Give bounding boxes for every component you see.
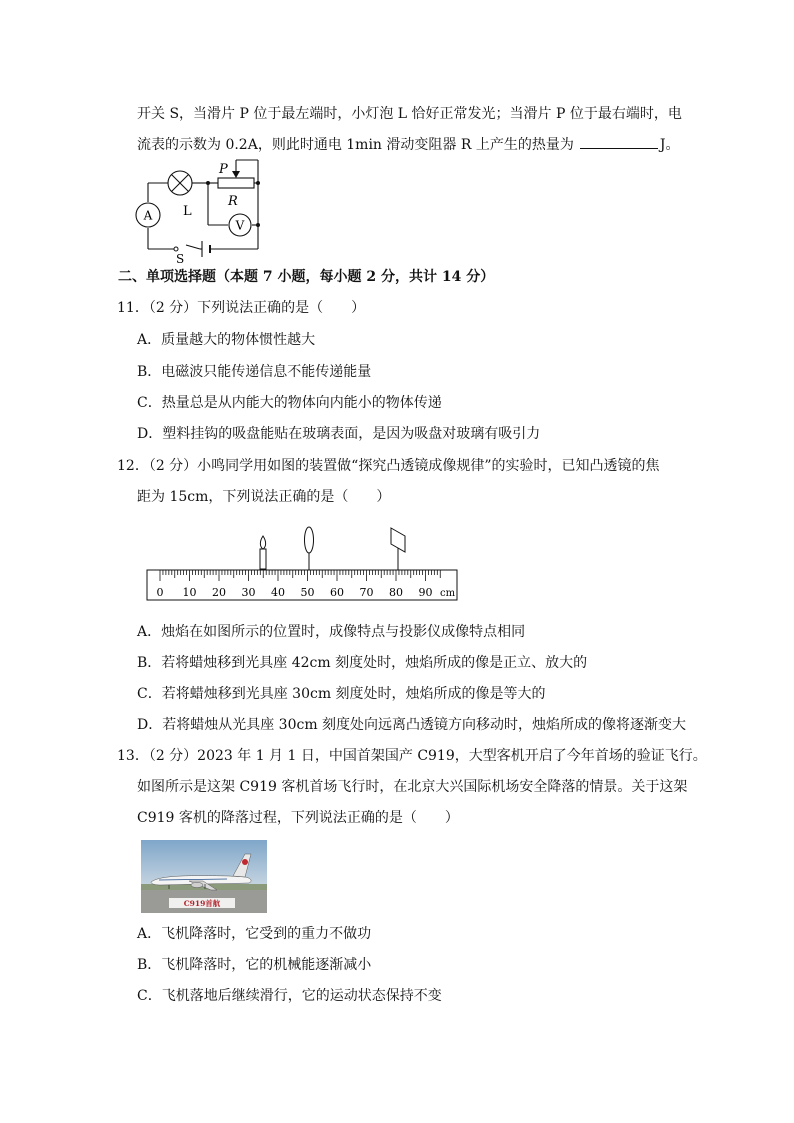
- slider-label: P: [219, 162, 228, 177]
- q11-option-a[interactable]: A．质量越大的物体惯性越大: [137, 332, 316, 348]
- intro-line-2-unit: J。: [659, 137, 680, 153]
- rheostat-label: R: [228, 194, 238, 209]
- q13-option-b[interactable]: B．飞机降落时，它的机械能逐渐减小: [137, 957, 372, 973]
- voltmeter-label: V: [235, 218, 245, 233]
- q13-option-c[interactable]: C．飞机落地后继续滑行，它的运动状态保持不变: [137, 988, 442, 1004]
- ruler-tick-label: 90: [418, 586, 433, 599]
- ruler-unit: cm: [440, 588, 456, 599]
- intro-line-2-text: 流表的示数为 0.2A，则此时通电 1min 滑动变阻器 R 上产生的热量为: [137, 137, 574, 153]
- q11-option-d[interactable]: D．塑料挂钩的吸盘能贴在玻璃表面，是因为吸盘对玻璃有吸引力: [137, 426, 541, 442]
- circuit-diagram: [128, 155, 268, 265]
- ruler-tick-label: 70: [359, 586, 374, 599]
- q11-option-b[interactable]: B．电磁波只能传递信息不能传递能量: [137, 364, 372, 380]
- q13-stem-line-1: 13．（2 分）2023 年 1 月 1 日，中国首架国产 C919，大型客机开启了今年首场的验证飞行。: [117, 748, 707, 764]
- q13-stem-line-3: C919 客机的降落过程，下列说法正确的是（ ）: [137, 810, 459, 826]
- c919-photo: [141, 840, 267, 913]
- ruler-tick-label: 60: [330, 586, 344, 599]
- intro-line-1: 开关 S，当滑片 P 位于最左端时，小灯泡 L 恰好正常发光；当滑片 P 位于最右端时，电: [137, 106, 682, 122]
- convex-lens: [305, 527, 314, 572]
- q12-stem-line-2: 距为 15cm，下列说法正确的是（ ）: [137, 489, 391, 505]
- answer-blank[interactable]: [580, 134, 658, 149]
- candle: [260, 536, 266, 572]
- optical-bench-diagram: [140, 520, 465, 605]
- q12-option-d[interactable]: D．若将蜡烛从光具座 30cm 刻度处向远离凸透镜方向移动时，烛焰所成的像将逐渐变大: [137, 717, 687, 733]
- q13-stem-line-2: 如图所示是这架 C919 客机首场飞行时，在北京大兴国际机场安全降落的情景。关于这架: [137, 779, 688, 795]
- rheostat-symbol: [218, 178, 254, 188]
- ruler-tick-label: 50: [300, 586, 315, 599]
- q12-option-c[interactable]: C．若将蜡烛移到光具座 30cm 刻度处时，烛焰所成的像是等大的: [137, 686, 546, 702]
- q13-option-a[interactable]: A．飞机降落时，它受到的重力不做功: [137, 926, 372, 942]
- photo-caption: C919首航: [183, 899, 221, 908]
- ruler-tick-label: 10: [182, 586, 197, 599]
- section-title: 二、单项选择题（本题 7 小题，每小题 2 分，共计 14 分）: [118, 269, 495, 285]
- q11-stem: 11．（2 分）下列说法正确的是（ ）: [117, 300, 366, 316]
- switch-label: S: [176, 252, 185, 265]
- ruler-tick-label: 80: [389, 586, 403, 599]
- q12-stem-line-1: 12．（2 分）小鸣同学用如图的装置做“探究凸透镜成像规律”的实验时，已知凸透镜的焦: [117, 458, 660, 474]
- intro-line-2: [137, 134, 679, 155]
- ruler-tick-label: 20: [212, 586, 226, 599]
- ruler-tick-label: 40: [271, 586, 285, 599]
- lamp-label: L: [183, 204, 192, 219]
- q11-option-c[interactable]: C．热量总是从内能大的物体向内能小的物体传递: [137, 395, 442, 411]
- ruler-tick-label: 0: [156, 586, 164, 599]
- ammeter-label: A: [143, 208, 153, 223]
- ruler-tick-label: 30: [241, 586, 256, 599]
- light-screen: [391, 528, 405, 572]
- q12-option-b[interactable]: B．若将蜡烛移到光具座 42cm 刻度处时，烛焰所成的像是正立、放大的: [137, 655, 588, 671]
- q12-option-a[interactable]: A．烛焰在如图所示的位置时，成像特点与投影仪成像特点相同: [137, 624, 526, 640]
